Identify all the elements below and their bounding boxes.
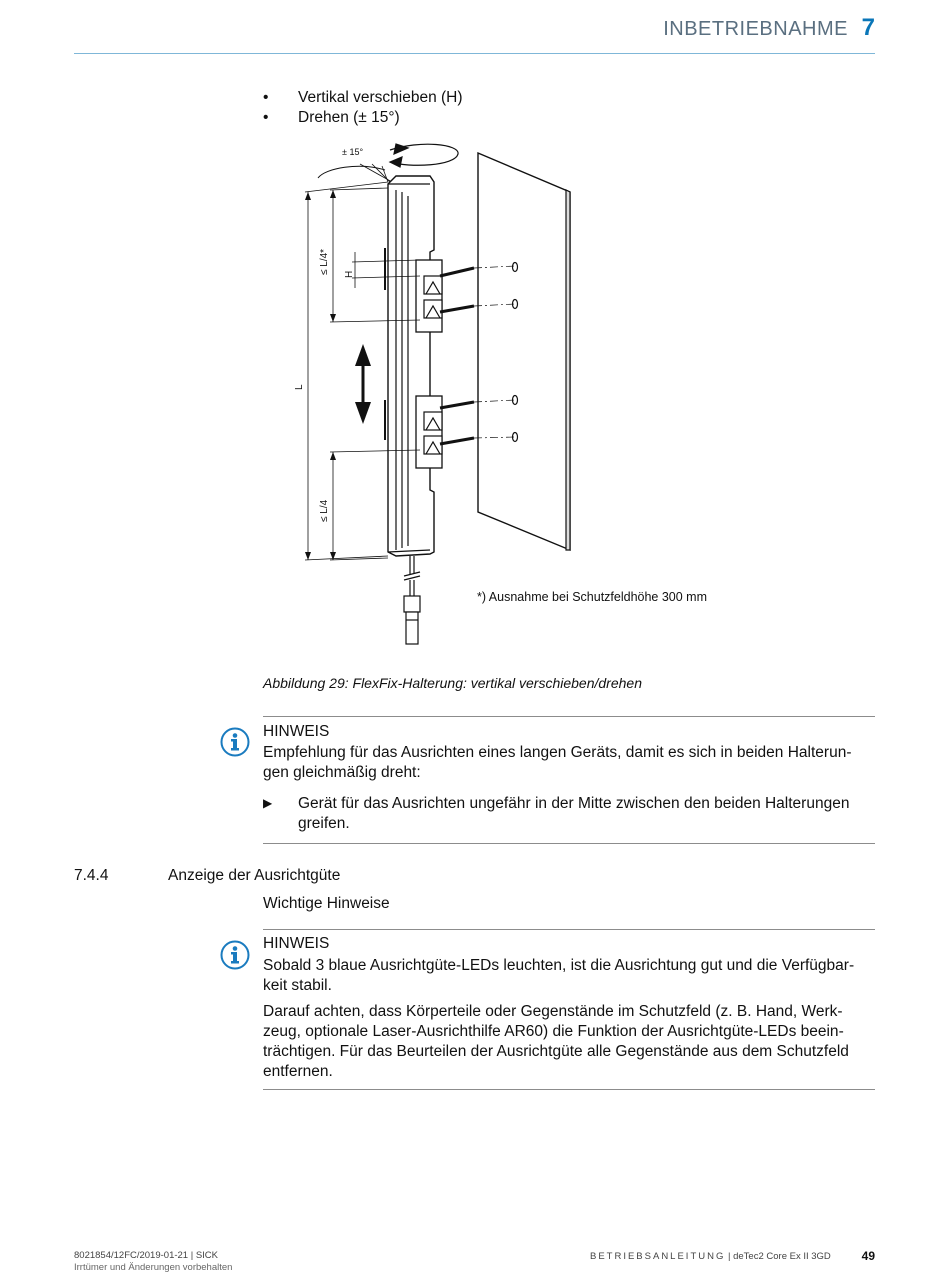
note-title: HINWEIS xyxy=(263,723,330,740)
top-distance-label: ≤ L/4* xyxy=(319,248,330,275)
section-number: 7.4.4 xyxy=(74,867,109,884)
subheading: Wichtige Hinweise xyxy=(263,895,390,912)
vertical-shift-arrow-icon xyxy=(355,344,371,424)
bullet-text: Drehen (± 15°) xyxy=(298,109,400,126)
bottom-distance-label: ≤ L/4 xyxy=(319,499,330,522)
chapter-number: 7 xyxy=(861,14,875,41)
cable-connector xyxy=(404,556,420,644)
product-name: | deTec2 Core Ex II 3GD xyxy=(728,1251,831,1262)
info-icon xyxy=(220,727,250,757)
note-paragraph: Empfehlung für das Ausrichten eines langen Geräts, damit es sich in beiden Halterungen gleichmäßig dreht: xyxy=(263,744,852,781)
section-title: Anzeige der Ausrichtgüte xyxy=(168,867,341,884)
figure-footnote: *) Ausnahme bei Schutzfeldhöhe 300 mm xyxy=(477,590,707,604)
note-paragraph: Darauf achten, dass Körperteile oder Gegenstände im Schutzfeld (z. B. Hand, Werkzeug, optionale Laser-Ausrichthilfe AR60) die Funktion der Ausrichtgüte-LEDs beeinträchtigen. Für das Beurteilen der Ausrichtgüte alle Gegenstände aus dem Schutzfeld entfernen. xyxy=(263,1003,849,1080)
angle-label: ± 15° xyxy=(342,147,364,157)
note-divider xyxy=(263,843,875,844)
wall-plate xyxy=(478,153,570,550)
step-arrow-icon: ▶ xyxy=(263,796,273,810)
info-icon xyxy=(220,940,250,970)
flexfix-mount-drawing xyxy=(290,140,730,660)
header-divider xyxy=(74,53,875,54)
doc-reference: 8021854/12FC/2019-01-21 | SICK xyxy=(74,1250,219,1261)
list-item: • Vertikal verschieben (H) xyxy=(263,89,463,106)
note-text xyxy=(263,743,868,789)
footer-doc-info xyxy=(74,1250,232,1274)
note-divider xyxy=(263,1089,875,1090)
note-paragraph: Sobald 3 blaue Ausrichtgüte-LEDs leuchten, ist die Ausrichtung gut und die Verfügbarkeit stabil. xyxy=(263,957,855,994)
disclaimer: Irrtümer und Änderungen vorbehalten xyxy=(74,1262,233,1273)
shift-label: H xyxy=(344,270,355,278)
step-text: Gerät für das Ausrichten ungefähr in der Mitte zwischen den beiden Halterungen greifen. xyxy=(298,795,850,832)
note-title: HINWEIS xyxy=(263,935,330,952)
manual-label: BETRIEBSANLEITUNG xyxy=(590,1251,726,1262)
note-divider xyxy=(263,716,875,717)
page-number: 49 xyxy=(861,1249,875,1263)
length-label: L xyxy=(294,384,305,390)
chapter-title: INBETRIEBNAHME xyxy=(663,18,848,40)
device-profile xyxy=(385,176,434,556)
list-item: • Drehen (± 15°) xyxy=(263,109,400,126)
figure-caption: Abbildung 29: FlexFix-Halterung: vertikal verschieben/drehen xyxy=(263,675,642,691)
note-divider xyxy=(263,929,875,930)
bullet-list xyxy=(263,88,463,128)
footer-manual xyxy=(590,1251,831,1262)
note-text xyxy=(263,956,868,1088)
rotation-arrow-icon xyxy=(318,144,458,182)
bullet-text: Vertikal verschieben (H) xyxy=(298,89,463,106)
